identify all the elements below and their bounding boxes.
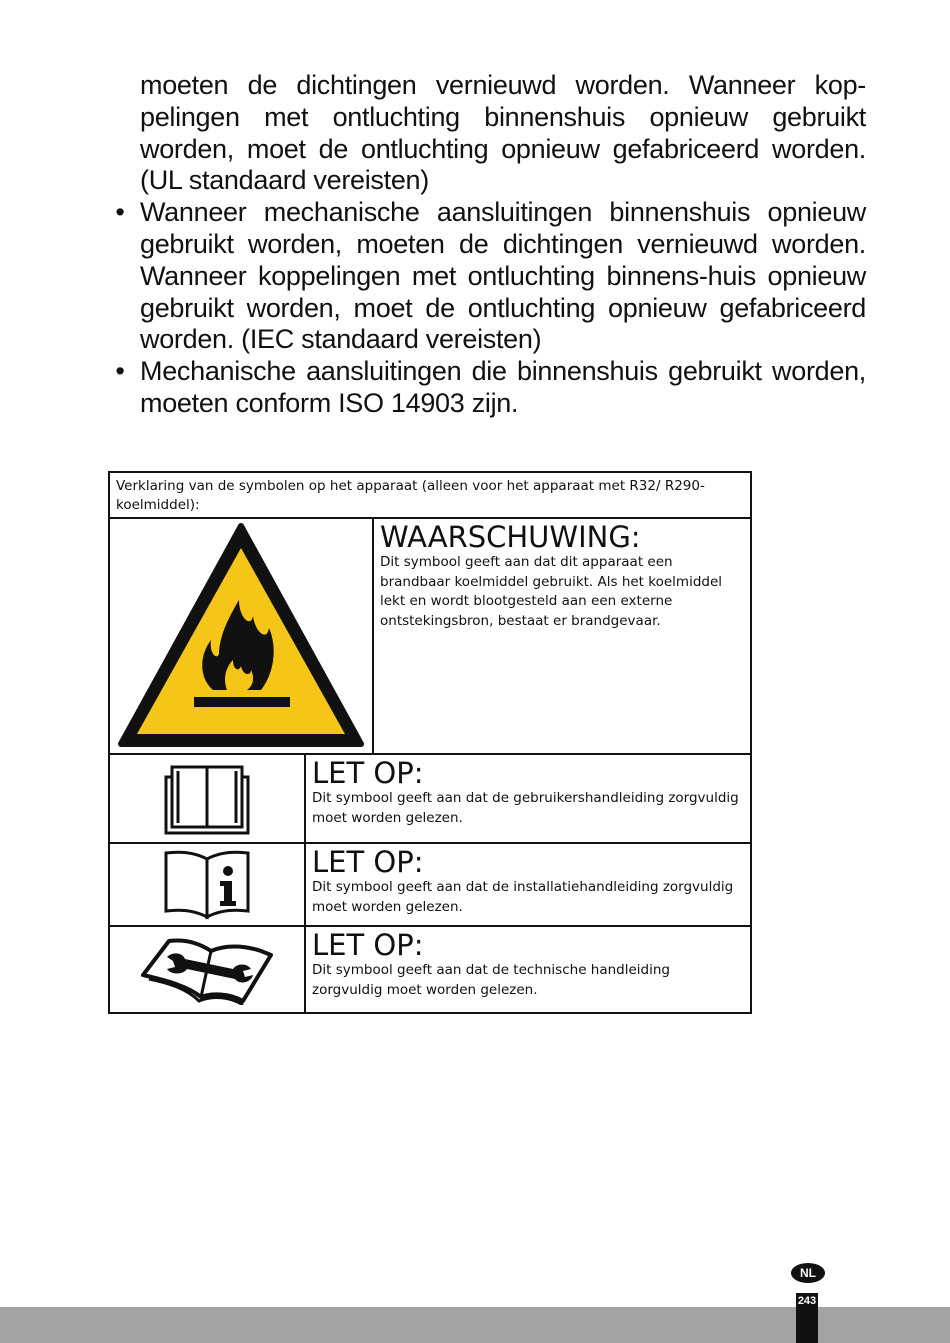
bullet-text: Wanneer mechanische aansluitingen binnenshuis opnieuw gebruikt worden, moeten de dichtingen vernieuwd worden. Wanneer koppelingen met ontluchting binnens-huis opnieuw gebruikt worden, moet de ontluchting opnieuw gefabriceerd worden. (IEC standaard vereisten)	[140, 197, 866, 355]
symbols-table-caption: Verklaring van de symbolen op het apparaat (alleen voor het apparaat met R32/ R290-koelmiddel):	[109, 472, 751, 518]
caution-heading: LET OP:	[312, 928, 424, 962]
installation-manual-info-icon	[162, 849, 252, 921]
caution-description: Dit symbool geeft aan dat de technische handleiding zorgvuldig moet worden gelezen.	[312, 962, 671, 998]
bullet-item	[108, 197, 866, 356]
symbol-cell	[109, 754, 305, 843]
symbol-description-cell	[305, 843, 751, 926]
symbol-description-cell	[305, 754, 751, 843]
symbol-cell	[109, 843, 305, 926]
symbol-cell	[109, 926, 305, 1013]
body-text	[108, 70, 866, 420]
symbol-cell	[109, 518, 373, 754]
language-badge: NL	[791, 1263, 825, 1283]
page-number: 243	[797, 1295, 817, 1307]
bullet-item	[108, 356, 866, 420]
caution-heading: LET OP:	[312, 845, 424, 879]
flammable-warning-icon	[115, 520, 367, 752]
warning-heading: WAARSCHUWING:	[380, 520, 641, 554]
user-manual-book-icon	[162, 761, 252, 837]
caution-heading: LET OP:	[312, 756, 424, 790]
symbol-description-cell	[373, 518, 751, 754]
warning-description: Dit symbool geeft aan dat dit apparaat een brandbaar koelmiddel gebruikt. Als het koelmiddel lekt en wordt blootgesteld aan een externe ontstekingsbron, bestaat er brandgevaar.	[380, 554, 723, 629]
symbol-description-cell	[305, 926, 751, 1013]
continuation-paragraph: moeten de dichtingen vernieuwd worden. Wanneer kop-pelingen met ontluchting binnenshuis opnieuw gebruikt worden, moet de ontluchting opnieuw gefabriceerd worden. (UL standaard vereisten)	[140, 70, 866, 196]
caution-description: Dit symbool geeft aan dat de gebruikershandleiding zorgvuldig moet worden gelezen.	[312, 790, 739, 826]
technical-manual-wrench-icon	[139, 935, 275, 1005]
bullet-dot: •	[115, 356, 125, 387]
symbols-table	[108, 471, 752, 1014]
bullet-dot: •	[115, 197, 125, 228]
bullet-text: Mechanische aansluitingen die binnenshuis gebruikt worden, moeten conform ISO 14903 zijn.	[140, 356, 866, 418]
caution-description: Dit symbool geeft aan dat de installatiehandleiding zorgvuldig moet worden gelezen.	[312, 879, 734, 915]
